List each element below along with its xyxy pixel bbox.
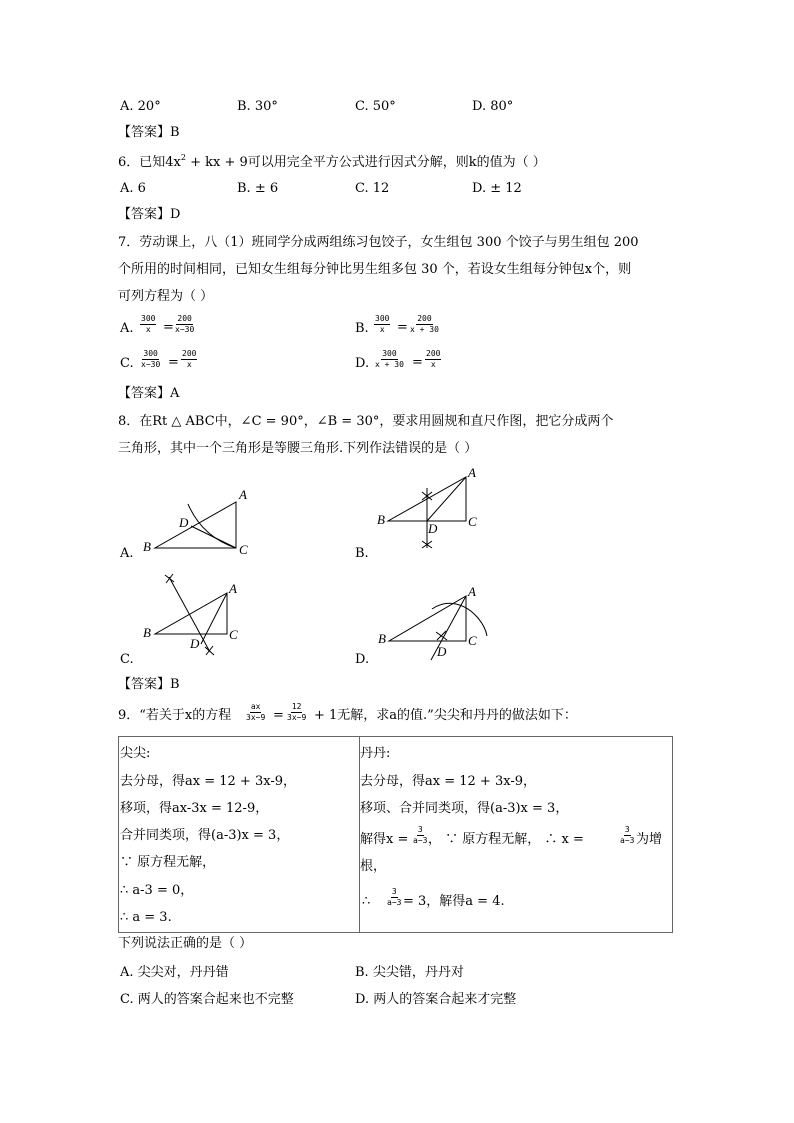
point-c: C xyxy=(468,514,477,529)
numerator: 300 xyxy=(143,349,158,358)
point-c: C xyxy=(239,542,248,557)
denominator: x + 30 xyxy=(410,325,439,334)
q9-fraction-1 xyxy=(245,702,266,723)
segment-ad xyxy=(427,477,466,521)
right-line-3b: ， ∵ 原方程无解， ∴ x = xyxy=(428,832,584,847)
q7-line-1: 7．劳动课上，八（1）班同学分成两组练习包饺子，女生组包 300 个饺子与男生组包 200 xyxy=(118,235,639,250)
q5-option-b: B. 30° xyxy=(237,99,278,114)
q8-line-1: 8．在Rt △ ABC中，∠C = 90°，∠B = 30°，要求用圆规和直尺作图，把它分成两个 xyxy=(118,414,614,429)
q9-option-a: A. 尖尖对，丹丹错 xyxy=(120,965,229,980)
q5-answer: 【答案】B xyxy=(118,125,180,140)
q7-option-d-label: D. xyxy=(355,356,370,371)
q9-option-d: D. 两人的答案合起来才完整 xyxy=(355,992,517,1007)
point-a: A xyxy=(468,584,476,599)
left-line-4: ∵ 原方程无解， xyxy=(120,855,216,870)
denominator: a−3 xyxy=(387,898,402,907)
q7-option-d-left-fraction xyxy=(374,349,405,370)
segment-ad xyxy=(201,593,227,644)
q5-option-d: D. 80° xyxy=(472,99,514,114)
q8-figure-a-label: A. xyxy=(120,546,134,561)
right-line-3a: 解得x = xyxy=(360,832,409,847)
right-line-3c: 为增 xyxy=(636,832,663,847)
point-b: B xyxy=(143,625,151,640)
denominator: x + 30 xyxy=(375,360,404,369)
q7-line-3: 可列方程为（ ） xyxy=(118,289,214,304)
denominator: 3x−9 xyxy=(246,713,266,722)
left-line-2: 移项，得ax-3x = 12-9， xyxy=(120,801,269,816)
numerator: 200 xyxy=(426,349,441,358)
arc-mark-top xyxy=(165,574,174,583)
q9-option-b: B. 尖尖错，丹丹对 xyxy=(355,965,464,980)
right-line-5a: ∴ xyxy=(362,894,371,909)
triangle-abc xyxy=(155,502,236,548)
point-b: B xyxy=(143,539,151,554)
denominator: x xyxy=(186,360,192,369)
q7-option-b-left-fraction xyxy=(374,314,390,335)
point-d: D xyxy=(437,644,447,659)
q6-option-d: D. ± 12 xyxy=(472,181,522,196)
right-line-5b: = 3，解得a = 4. xyxy=(403,894,505,909)
point-d: D xyxy=(179,515,189,530)
numerator: 200 xyxy=(417,314,432,323)
numerator: 300 xyxy=(141,314,156,323)
left-line-6: ∴ a = 3. xyxy=(120,910,172,925)
q7-option-d-eq: = xyxy=(412,355,423,370)
q7-answer: 【答案】A xyxy=(118,386,180,401)
q6-stem-b: + kx + 9可以用完全平方公式进行因式分解，则k的值为（ ） xyxy=(185,155,546,170)
q9-stem-b: + 1无解，求a的值.”尖尖和丹丹的做法如下： xyxy=(314,708,577,723)
denominator: x xyxy=(145,325,151,334)
q8-line-2: 三角形，其中一个三角形是等腰三角形.下列作法错误的是（ ） xyxy=(118,441,478,456)
triangle-abc xyxy=(155,593,227,634)
q7-option-c-left-fraction xyxy=(140,349,161,370)
arc-mark xyxy=(436,631,447,640)
q7-option-a-left-fraction xyxy=(140,314,156,335)
q8-figure-b-label: B. xyxy=(355,546,369,561)
q9-option-c: C. 两人的答案合起来也不完整 xyxy=(120,992,294,1007)
q8-figure-c-label: C. xyxy=(120,652,134,667)
point-c: C xyxy=(229,627,238,642)
q7-option-d-right-fraction xyxy=(425,349,441,370)
denominator: x xyxy=(379,325,385,334)
q9-fraction-2 xyxy=(286,702,307,723)
q7-option-c-label: C. xyxy=(120,356,134,371)
arc-mark-bottom xyxy=(422,541,432,548)
q8-answer: 【答案】B xyxy=(118,677,180,692)
q7-option-b-eq: = xyxy=(397,320,408,335)
right-name: 丹丹: xyxy=(360,746,391,761)
denominator: a−3 xyxy=(620,836,635,845)
right-line-5-fraction xyxy=(386,887,402,908)
left-name: 尖尖: xyxy=(120,746,151,761)
point-d: D xyxy=(190,636,200,651)
q6-stem-a: 6．已知4x xyxy=(118,155,181,170)
numerator: 300 xyxy=(375,314,390,323)
numerator: 12 xyxy=(291,702,302,711)
q7-option-a-label: A. xyxy=(120,321,134,336)
point-a: A xyxy=(468,465,476,480)
left-line-3: 合并同类项，得(a-3)x = 3， xyxy=(120,828,290,843)
point-c: C xyxy=(468,633,477,648)
q7-option-c-eq: = xyxy=(168,355,179,370)
arc-mark-top xyxy=(422,492,432,500)
q6-option-c: C. 12 xyxy=(355,181,390,196)
point-b: B xyxy=(378,631,386,646)
denominator: 3x−9 xyxy=(287,713,307,722)
numerator: 200 xyxy=(177,314,192,323)
q7-option-b-right-fraction xyxy=(409,314,440,335)
q6-stem-sup: 2 xyxy=(180,153,186,162)
q5-option-a: A. 20° xyxy=(120,99,161,114)
right-line-3-fraction-2 xyxy=(619,825,635,846)
numerator: 200 xyxy=(182,349,197,358)
arc-mark-bottom xyxy=(205,646,214,655)
q9-stem-a: 9．“若关于x的方程 xyxy=(118,708,232,723)
q6-stem xyxy=(118,154,546,169)
q5-option-c: C. 50° xyxy=(355,99,396,114)
q7-option-c-right-fraction xyxy=(181,349,197,370)
q9-question: 下列说法正确的是（ ） xyxy=(118,936,253,951)
denominator: x−30 xyxy=(175,325,195,334)
point-a: A xyxy=(239,487,247,502)
angle-bisector xyxy=(431,596,466,660)
point-b: B xyxy=(377,512,385,527)
point-a: A xyxy=(229,581,237,596)
right-line-3-fraction-1 xyxy=(412,825,428,846)
q6-option-a: A. 6 xyxy=(120,181,146,196)
left-line-1: 去分母，得ax = 12 + 3x-9， xyxy=(120,774,296,789)
q8-figure-d-label: D. xyxy=(355,652,370,667)
construction-arc xyxy=(188,504,236,548)
numerator: 3 xyxy=(624,825,630,834)
denominator: x xyxy=(430,360,436,369)
triangle-abc xyxy=(388,477,466,521)
right-line-4: 根， xyxy=(360,859,387,874)
right-line-1: 去分母，得ax = 12 + 3x-9， xyxy=(360,774,536,789)
segment-cd xyxy=(191,526,236,548)
construction-line xyxy=(169,577,210,652)
q7-option-a-right-fraction xyxy=(174,314,195,335)
q7-option-b-label: B. xyxy=(355,321,369,336)
construction-arc xyxy=(432,603,487,636)
numerator: 300 xyxy=(382,349,397,358)
q9-eq: = xyxy=(273,708,284,723)
denominator: a−3 xyxy=(413,836,428,845)
right-line-2: 移项、合并同类项，得(a-3)x = 3， xyxy=(360,801,569,816)
q6-answer: 【答案】D xyxy=(118,207,181,222)
q6-option-b: B. ± 6 xyxy=(237,181,279,196)
left-line-5: ∴ a-3 = 0， xyxy=(120,883,194,898)
numerator: 3 xyxy=(417,825,423,834)
denominator: x−30 xyxy=(141,360,161,369)
triangle-abc xyxy=(389,596,466,641)
q7-line-2: 个所用的时间相同，已知女生组每分钟比男生组多包 30 个，若设女生组每分钟包x个，则 xyxy=(118,262,632,277)
point-d: D xyxy=(428,521,438,536)
numerator: ax xyxy=(250,702,261,711)
q7-option-a-eq: = xyxy=(163,320,174,335)
numerator: 3 xyxy=(391,887,397,896)
